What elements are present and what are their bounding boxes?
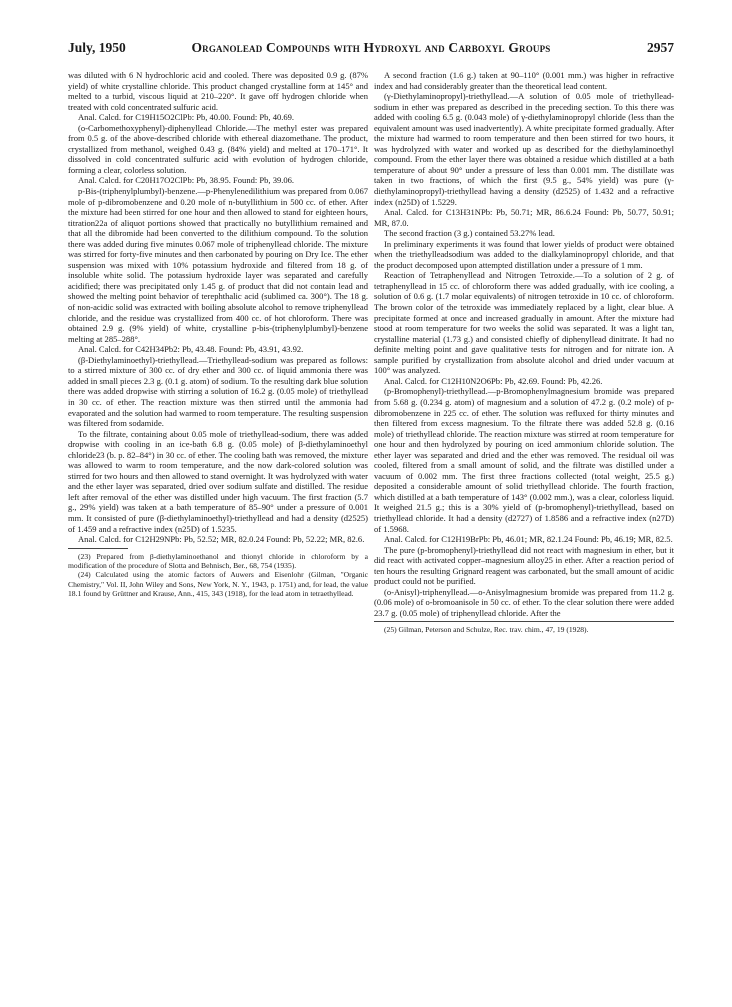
paragraph: Anal. Calcd. for C20H17O2ClPb: Pb, 38.95. Found: Pb, 39.06.: [78, 175, 295, 186]
paragraph: Anal. Calcd. for C19H15O2ClPb: Pb, 40.00. Found: Pb, 40.69.: [78, 112, 295, 123]
paragraph: (p-Bromophenyl)-triethyllead.—p-Bromophenylmagnesium bromide was prepared from 5.68 g. (0.234 g. atom) of magnesium and a solution of 47.2 g. (0.2 mole) of p-dibromobenzene in 225 cc. of ether. The solution was refluxed for thirty minutes and then filtered from excess magnesium. To the filtrate there was added 52.8 g. (0.16 mole) of triethyllead chloride. The reaction mixture was stirred at room temperature for one hour and then hydrolyzed by pouring on iced ammonium chloride solution. The ether layer was separated and dried and the ether was removed. The residual oil was cooled, filtered from a small amount of solid, and the filtrate was distilled under a vacuum of 0.002 mm. The first three fractions collected (total weight, 25.5 g.) deposited a considerable amount of solid triethyllead chloride. The fourth fraction, which distilled at a bath temperature of 143° (0.002 mm.), was a clear, colorless liquid. It weighed 21.5 g.; this is a 30% yield of (p-bromophenyl)-triethyllead, based on triethyllead chloride. It had a density (d2727) of 1.8586 and a refractive index (n27D) of 1.5968.: [374, 386, 674, 534]
paragraph: A second fraction (1.6 g.) taken at 90–110° (0.001 mm.) was higher in refractive index and had considerably greater than the theoretical lead content.: [374, 70, 674, 91]
paragraph: The second fraction (3 g.) contained 53.27% lead.: [384, 228, 555, 239]
page-number: 2957: [647, 40, 674, 55]
right-column: [374, 70, 674, 980]
paragraph: p-Bis-(triphenylplumbyl)-benzene.—p-Phenylenedilithium was prepared from 0.067 mole of p-dibromobenzene and 0.20 mole of n-butyllithium in 500 cc. of ether. After the mixture had been stirred for one hour and then allowed to stand for eighteen hours, titration22a of aliquot portions showed that practically no butyllithium remained and that all the dibromide had been converted to the dilithium compound. To the solution there was added during five minutes 0.067 mole of triphenyllead chloride. The mixture was stirred for forty-five minutes and then carbonated by pouring on Dry Ice. The ether suspension was mixed with 10% potassium hydroxide and filtered from 18 g. of insoluble white solid. The potassium hydroxide layer was separated and carefully acidified; there was precipitated only 1.45 g. of product that did not contain lead and showed the melting point behavior of terephthalic acid (sublimed ca. 300°). The 18 g. of non-acidic solid was extracted with boiling absolute alcohol to remove triphenyllead chloride, and the residue was crystallized from 400 cc. of hot chloroform. There was obtained 2.9 g. (9% yield) of white, crystalline p-bis-(triphenylplumbyl)-benzene melting at 285–288°.: [68, 186, 368, 344]
paragraph: In preliminary experiments it was found that lower yields of product were obtained when the triethylleadsodium was added to the dialkylaminopropyl chloride, and that the product decomposed upon attempted distillation under a pressure of 1 mm.: [374, 238, 674, 270]
paragraph: (γ-Diethylaminopropyl)-triethyllead.—A solution of 0.05 mole of triethyllead-sodium in ether was prepared as described in the preceding section. To this there was added with cooling 6.5 g. (0.043 mole) of γ-diethylaminopropyl chloride (less than the equivalent amount was used inadvertently). A white precipitate formed gradually. After the mixture had warmed to room temperature and then been stirred for two hours, it was hydrolyzed with water and worked up as described for the diethylaminoethyl compound. From the ether layer there was obtained a residue which distilled at a bath temperature of about 90° under a pressure of less than 0.001 mm. The distillate was taken in two fractions, of which the first (9.5 g., 54% yield) was pure (γ-diethylaminopropyl)-triethyllead having a density (d2525) of 1.432 and a refractive index (n25D) of 1.5229.: [374, 91, 674, 207]
paragraph: Anal. Calcd. for C42H34Pb2: Pb, 43.48. Found: Pb, 43.91, 43.92.: [78, 344, 304, 355]
header-title: Organolead Compounds with Hydroxyl and Carboxyl Groups: [191, 40, 551, 55]
paragraph: Reaction of Tetraphenyllead and Nitrogen Tetroxide.—To a solution of 2 g. of tetraphenyllead in 15 cc. of chloroform there was added gradually, with ice cooling, a solution of 0.6 g. (1.7 molar equivalents) of nitrogen tetroxide in 10 cc. of chloroform. The brown color of the tetroxide was immediately replaced by a light, clear blue. A precipitate formed at once and increased gradually in amount. After the mixture had stood at room temperature for two weeks the solid was separated. It was a light tan, crystalline material (1.73 g.) and consisted chiefly of diphenyllead dinitrate. It had no definite melting point and gave qualitative tests for nitrogen and for nitrate ion. A sample purified by crystallization from absolute alcohol and dried under vacuum at 100° was analyzed.: [374, 270, 674, 376]
left-column: [68, 70, 368, 980]
running-header: [68, 40, 674, 62]
paragraph: Anal. Calcd. for C12H29NPb: Pb, 52.52; MR, 82.0.24 Found: Pb, 52.22; MR, 82.6.: [78, 534, 365, 545]
paragraph: The pure (p-bromophenyl)-triethyllead did not react with magnesium in ether, but it did react with activated copper–magnesium alloy25 in ether. After a reaction period of ten hours the resulting Grignard reagent was carbonated, but the small amount of acidic product could not be purified.: [374, 544, 674, 587]
footnote-divider: [68, 548, 128, 549]
paragraph: (o-Carbomethoxyphenyl)-diphenyllead Chloride.—The methyl ester was prepared from 0.5 g. of the above-described chloride with ethereal diazomethane. The product, crystallized from methanol, weighed 0.43 g. (84% yield) and melted at 170–171°. It dissolved in cold concentrated sulfuric acid with evolution of hydrogen chloride, forming a clear, colorless solution.: [68, 122, 368, 175]
paragraph: To the filtrate, containing about 0.05 mole of triethyllead-sodium, there was added dropwise with cooling in an ice-bath 6.8 g. (0.05 mole) of β-diethylaminoethyl chloride23 (b. p. 82–84°) in 30 cc. of ether. The cooling bath was removed, the mixture was allowed to warm to room temperature, and the now dark-colored solution was stirred for two hours and then allowed to stand overnight. It was hydrolyzed with water and the ether layer was separated, dried over sodium sulfate and distilled. The residue left after removal of the ether was distilled under high vacuum. The first fraction (5.7 g., 29% yield) was taken at a bath temperature of 85–90° under a pressure of 0.001 mm. It consisted of pure (β-diethylaminoethyl)-triethyllead and had a density (d2525) of 1.459 and a refractive index (n25D) of 1.5235.: [68, 428, 368, 534]
paragraph: was diluted with 6 N hydrochloric acid and cooled. There was deposited 0.9 g. (87% yield) of white crystalline chloride. This product changed crystalline form at 145° and melted to a turbid, viscous liquid at 210–220°. It gave off hydrogen chloride when treated with cold concentrated sulfuric acid.: [68, 70, 368, 112]
paragraph: (o-Anisyl)-triphenyllead.—o-Anisylmagnesium bromide was prepared from 11.2 g. (0.06 mole) of o-bromoanisole in 50 cc. of ether. To the clear solution there were added 23.7 g. (0.05 mole) of triphenyllead chloride. After the: [374, 586, 674, 618]
footnote: (24) Calculated using the atomic factors of Auwers and Eisenlohr (Gilman, "Organic Chemistry," Vol. II, John Wiley and Sons, New York, N. Y., 1943, p. 1751) and, for lead, the value 18.1 found by Grüttner and Krause, Ann., 415, 343 (1918), for the lead atom in tetraethyllead.: [68, 570, 368, 599]
paragraph: Anal. Calcd. for C13H31NPb: Pb, 50.71; MR, 86.6.24 Found: Pb, 50.77, 50.91; MR, 87.0.: [374, 207, 674, 228]
footnote-divider: [374, 621, 674, 622]
header-date: July, 1950: [68, 40, 126, 55]
footnote: (25) Gilman, Peterson and Schulze, Rec. trav. chim., 47, 19 (1928).: [384, 625, 589, 635]
footnote: (23) Prepared from β-diethylaminoethanol and thionyl chloride in chloroform by a modification of the procedure of Slotta and Behnisch, Ber., 68, 754 (1935).: [68, 551, 368, 571]
paragraph: Anal. Calcd. for C12H19BrPb: Pb, 46.01; MR, 82.1.24 Found: Pb, 46.19; MR, 82.5.: [384, 534, 673, 545]
paragraph: Anal. Calcd. for C12H10N2O6Pb: Pb, 42.69. Found: Pb, 42.26.: [384, 375, 603, 386]
paragraph: (β-Diethylaminoethyl)-triethyllead.—Triethyllead-sodium was prepared as follows: to a stirred mixture of 300 cc. of dry ether and 300 cc. of liquid ammonia there was added in small pieces 2.3 g. (0.1 g. atom) of sodium. To the resulting dark blue solution there was added dropwise with stirring a solution of 16.2 g. (0.05 mole) of triethyllead in 30 cc. of ether. The reaction mixture was then stirred until the ammonia had evaporated and the solution had warmed to room temperature. The resulting suspension was filtered from sodamide.: [68, 354, 368, 429]
